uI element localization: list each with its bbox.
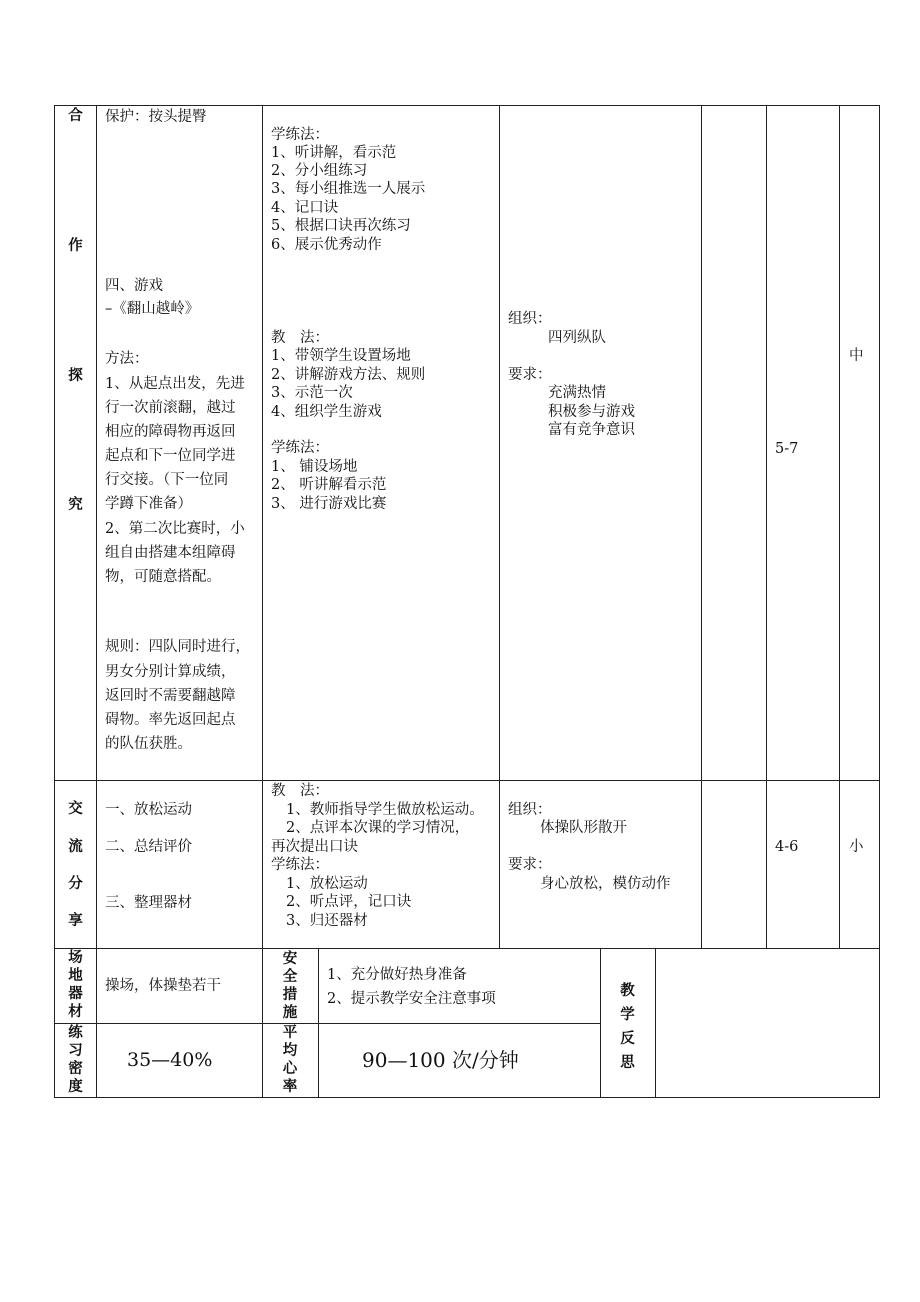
content-line: 三、整理器材	[105, 895, 192, 911]
safety-label-char: 全	[282, 968, 298, 985]
table-col-divider	[766, 105, 767, 948]
safety-label-char: 安	[282, 950, 298, 967]
time-value-merge: 5-7	[775, 441, 799, 457]
content-line: 男女分别计算成绩，	[105, 664, 236, 680]
method-line: 3、 进行游戏比赛	[271, 496, 387, 512]
method-line: 学练法：	[271, 440, 329, 456]
reflection-label-char: 教	[620, 982, 635, 999]
content-line: 的队伍获胜。	[105, 736, 192, 752]
venue-label-char: 地	[68, 967, 83, 984]
content-line: 2、第二次比赛时，小	[105, 521, 245, 537]
safety-item: 1、充分做好热身准备	[327, 967, 467, 983]
organization-line: 要求：	[508, 367, 552, 383]
content-line: 返回时不需要翻越障	[105, 688, 236, 704]
heart-rate-label-char: 率	[282, 1078, 298, 1095]
method-line: 1、听讲解，看示范	[271, 145, 397, 161]
heart-rate-label-char: 均	[282, 1042, 298, 1059]
content-line: 物，可随意搭配。	[105, 569, 221, 585]
density-label-char: 密	[68, 1060, 83, 1077]
venue-value: 操场，体操垫若干	[105, 978, 221, 994]
table-col-divider	[655, 948, 656, 1098]
organization-line: 要求：	[508, 857, 552, 873]
content-line: 起点和下一位同学进	[105, 448, 236, 464]
content-line: 组自由搭建本组障碍	[105, 545, 236, 561]
content-line: –《翻山越岭》	[105, 301, 200, 317]
content-line: 碍物。率先返回起点	[105, 712, 236, 728]
table-col-divider	[701, 105, 702, 948]
table-col-divider	[839, 105, 840, 948]
method-line: 3、归还器材	[286, 913, 368, 929]
method-line: 2、分小组练习	[271, 163, 368, 179]
section-label-char: 享	[68, 912, 83, 929]
content-line: 行一次前滚翻，越过	[105, 400, 236, 416]
method-line: 再次提出口诀	[271, 839, 358, 855]
method-line: 1、带领学生设置场地	[271, 348, 411, 364]
method-line: 1、放松运动	[286, 876, 368, 892]
table-col-divider	[499, 105, 500, 948]
organization-line: 积极参与游戏	[548, 404, 635, 420]
venue-label-char: 器	[68, 985, 83, 1002]
density-value: 35—40%	[127, 1049, 213, 1071]
table-row-divider	[54, 780, 880, 781]
table-col-divider	[318, 948, 319, 1098]
time-value-share: 4-6	[775, 839, 799, 855]
method-line: 学练法：	[271, 127, 329, 143]
method-line: 教 法：	[271, 783, 329, 799]
safety-label-char: 措	[282, 986, 298, 1003]
method-line: 4、组织学生游戏	[271, 404, 382, 420]
section-label-char: 分	[68, 875, 83, 892]
organization-line: 身心放松，模仿动作	[540, 876, 671, 892]
reflection-label-char: 学	[620, 1006, 635, 1023]
density-label-char: 练	[68, 1024, 83, 1041]
table-row-divider	[54, 1023, 601, 1024]
table-border-right	[879, 105, 880, 1098]
organization-line: 体操队形散开	[540, 820, 627, 836]
method-line: 2、点评本次课的学习情况，	[286, 820, 470, 836]
density-label-char: 习	[68, 1042, 83, 1059]
content-line: 相应的障碍物再返回	[105, 424, 236, 440]
venue-label-char: 场	[68, 949, 83, 966]
intensity-value-merge: 中	[849, 348, 864, 364]
section-label-char: 合	[68, 107, 83, 124]
section-label-char: 流	[68, 838, 83, 855]
method-line: 6、展示优秀动作	[271, 237, 382, 253]
method-line: 1、教师指导学生做放松运动。	[286, 802, 484, 818]
method-line: 2、 听讲解看示范	[271, 477, 387, 493]
reflection-label-char: 思	[620, 1054, 635, 1071]
section-label-char: 究	[68, 496, 83, 513]
venue-label-char: 材	[68, 1003, 83, 1020]
method-line: 5、根据口诀再次练习	[271, 218, 411, 234]
safety-label-char: 施	[282, 1004, 298, 1021]
content-line: 行交接。（下一位同	[105, 472, 229, 488]
section-label-char: 作	[68, 237, 83, 254]
method-line: 3、示范一次	[271, 385, 353, 401]
section-label-char: 交	[68, 800, 83, 817]
organization-line: 充满热情	[548, 385, 606, 401]
content-line: 四、游戏	[105, 278, 163, 294]
intensity-value-share: 小	[849, 839, 864, 855]
content-line: 一、放松运动	[105, 802, 192, 818]
organization-line: 组织：	[508, 311, 552, 327]
organization-line: 富有竞争意识	[548, 422, 635, 438]
method-line: 2、听点评，记口诀	[286, 894, 412, 910]
table-col-divider	[96, 105, 97, 1098]
density-label-char: 度	[68, 1078, 83, 1095]
method-line: 学练法：	[271, 857, 329, 873]
table-row-divider	[54, 948, 880, 949]
reflection-label-char: 反	[620, 1030, 635, 1047]
content-line: 二、总结评价	[105, 839, 192, 855]
method-line: 4、记口诀	[271, 200, 339, 216]
method-line: 2、讲解游戏方法、规则	[271, 367, 426, 383]
section-label-char: 探	[68, 367, 83, 384]
content-line: 规则：四队同时进行，	[105, 639, 250, 655]
content-line: 1、从起点出发，先进	[105, 376, 245, 392]
table-border-top	[54, 105, 880, 106]
organization-line: 四列纵队	[548, 330, 606, 346]
heart-rate-label-char: 平	[282, 1024, 298, 1041]
heart-rate-value: 90—100 次/分钟	[362, 1048, 519, 1072]
method-line: 1、 铺设场地	[271, 459, 358, 475]
method-line: 教 法：	[271, 330, 329, 346]
safety-item: 2、提示教学安全注意事项	[327, 991, 496, 1007]
content-line: 方法：	[105, 351, 149, 367]
content-line: 保护：按头提臀	[105, 109, 207, 125]
table-border-bottom	[54, 1097, 880, 1098]
organization-line: 组织：	[508, 802, 552, 818]
content-line: 学蹲下准备）	[105, 496, 192, 512]
heart-rate-label-char: 心	[282, 1060, 298, 1077]
method-line: 3、每小组推选一人展示	[271, 181, 426, 197]
